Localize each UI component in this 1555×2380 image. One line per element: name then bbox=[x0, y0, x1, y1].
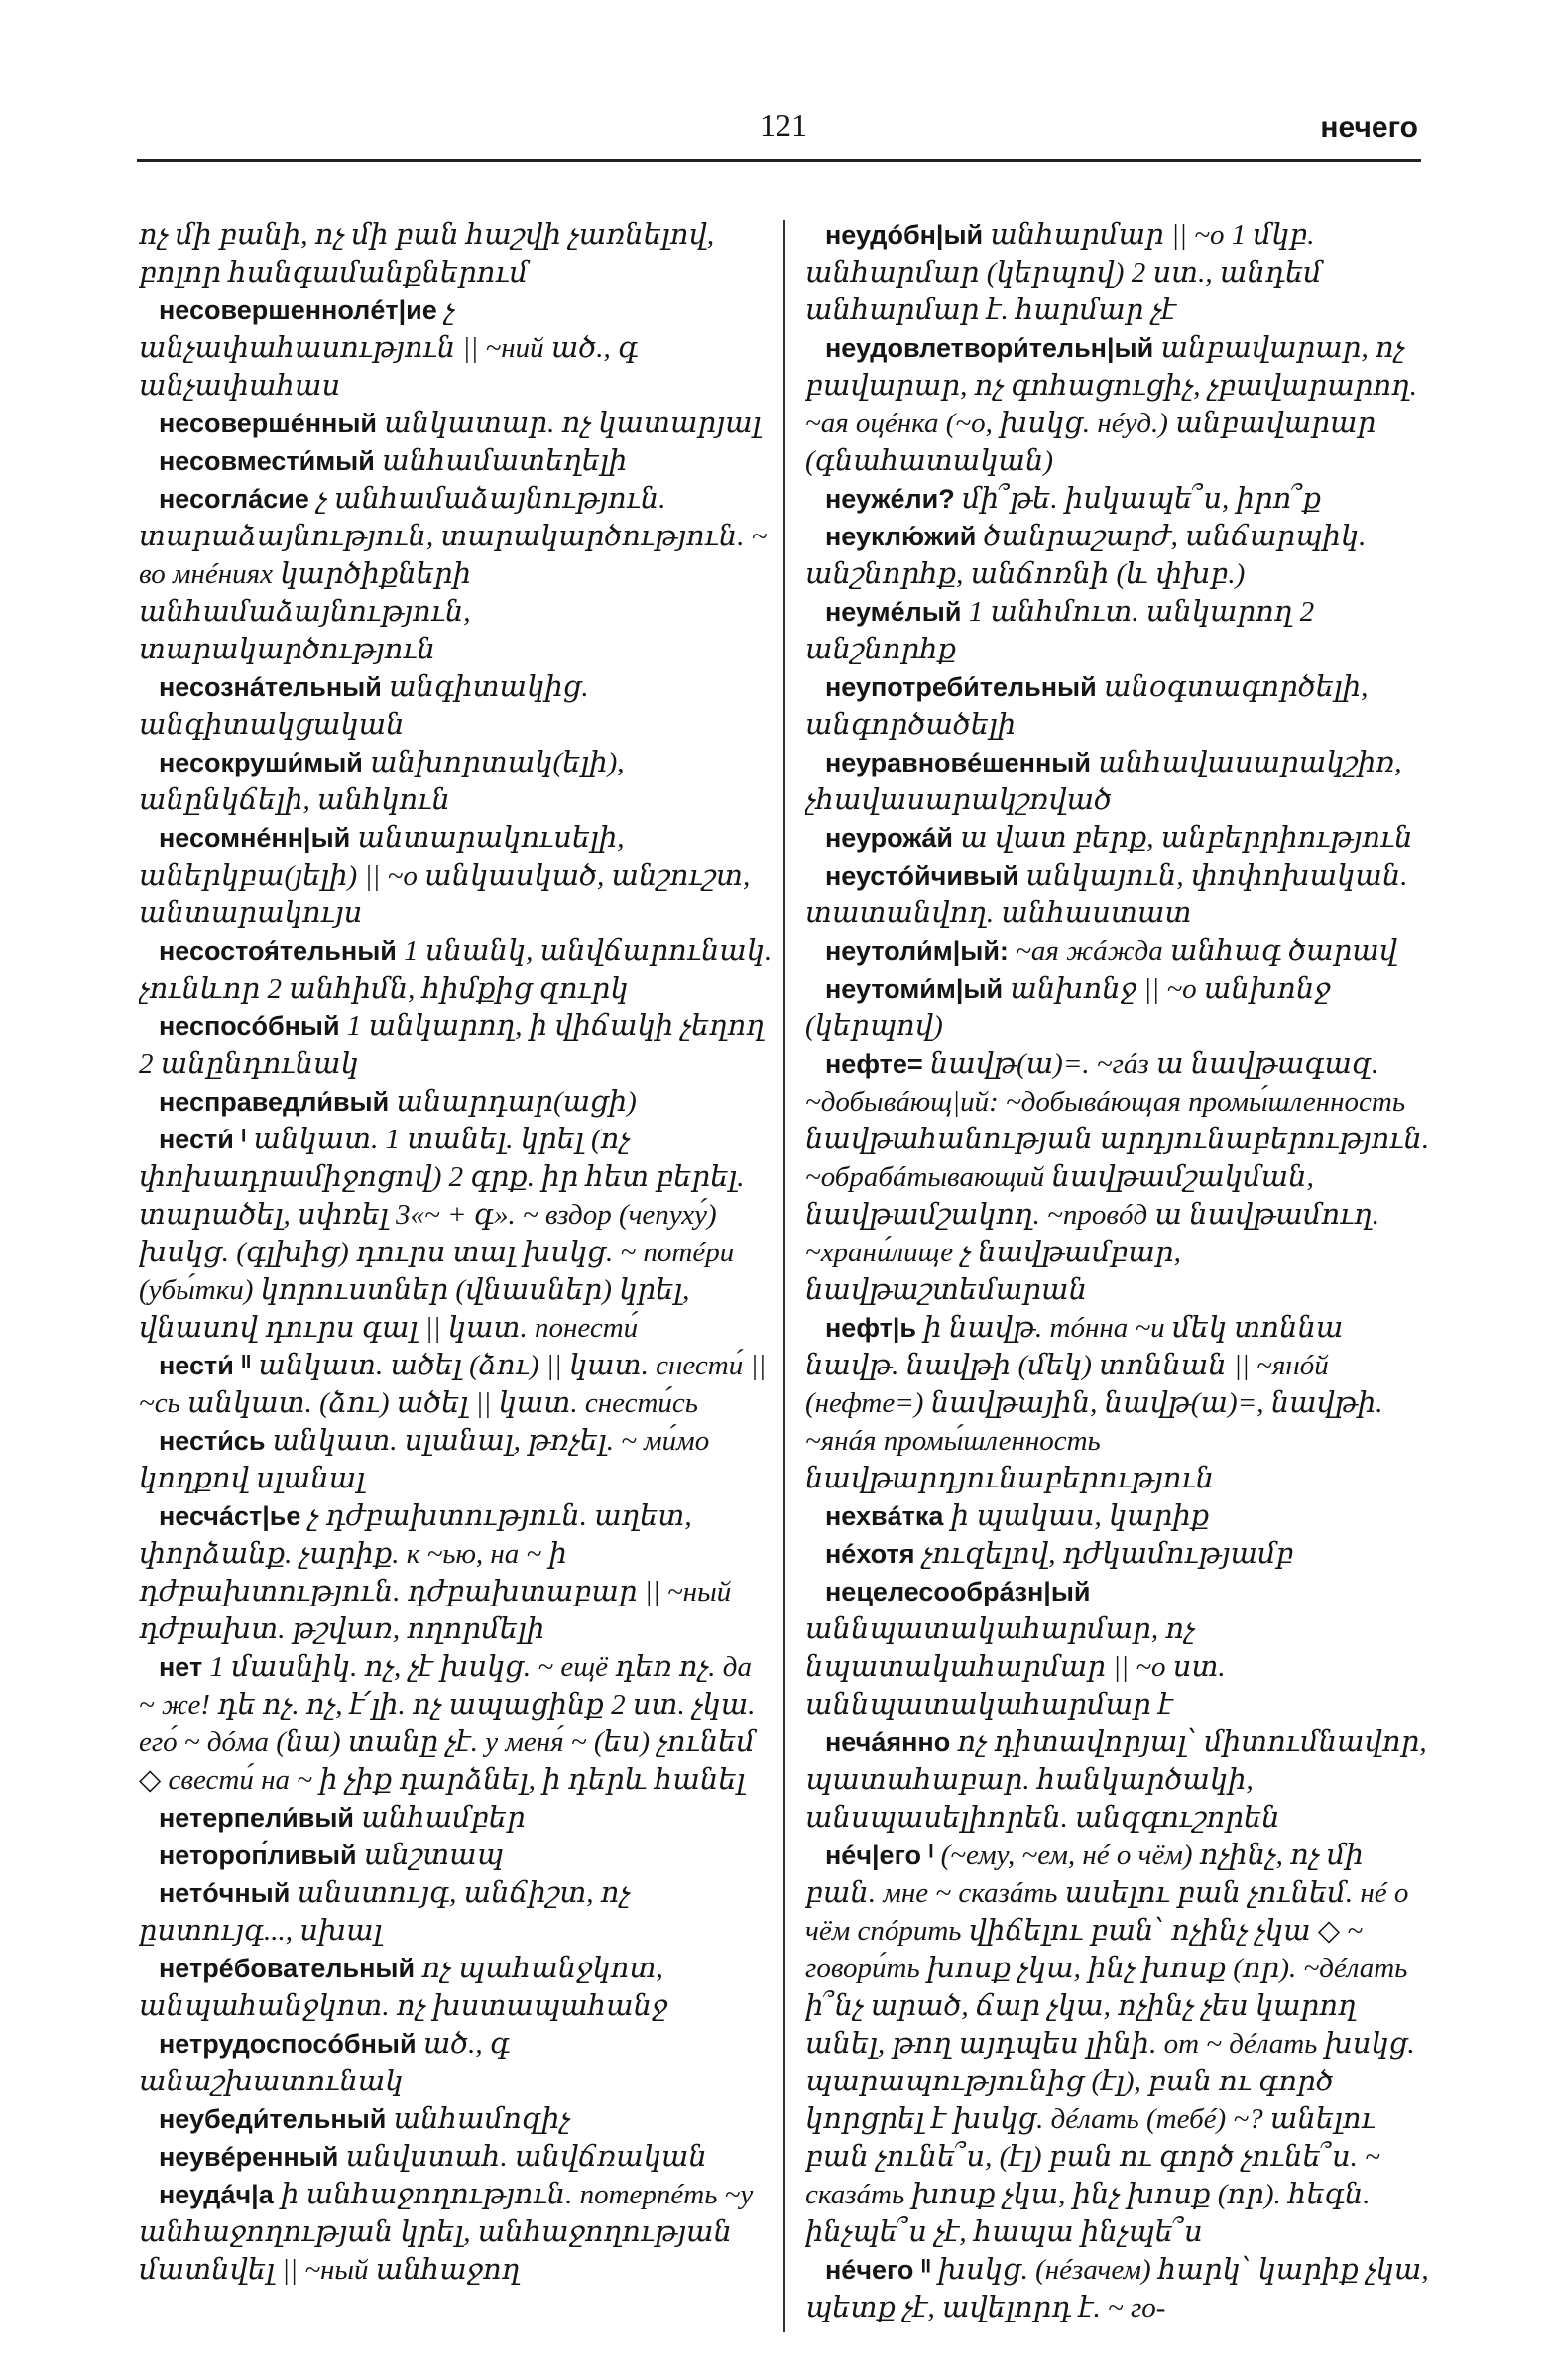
entry-headword: неудóбн|ый bbox=[825, 220, 984, 250]
entry-headword: нет bbox=[159, 1652, 203, 1682]
dictionary-entry bbox=[805, 668, 1440, 744]
entry-definition: անբավարար, ոչ բավարար, ոչ գոհացուցիչ, չբավարարող. ~ая оцéнка (~о, խսկց. нéуд.) անբավարար (գնահատական) bbox=[805, 332, 1417, 477]
dictionary-entry bbox=[805, 480, 1440, 518]
entry-definition: 1 անկարող, ի վիճակի չեղող 2 անընդունակ bbox=[139, 1011, 765, 1080]
dictionary-entry bbox=[139, 442, 774, 480]
dictionary-entry bbox=[139, 2100, 774, 2138]
dictionary-entry bbox=[139, 1648, 774, 1799]
entry-definition: ոչ մի բանի, ոչ մի բան հաշվի չառնելով, բոլոր հանգամանքներում bbox=[139, 219, 715, 289]
entry-definition: 1 սնանկ, անվճարունակ. չունևոր 2 անհիմն, հիմքից զուրկ bbox=[139, 935, 773, 1005]
entry-definition: անտարակուսելի, աներկբա(յելի) || ~о անկասկած, անշուշտ, անտարակույս bbox=[139, 822, 751, 929]
page-number: 121 bbox=[760, 107, 807, 143]
dictionary-entry bbox=[805, 857, 1440, 932]
header-rule bbox=[137, 159, 1421, 162]
dictionary-entry bbox=[805, 1497, 1440, 1535]
entry-headword: неутоли́м|ый: bbox=[825, 936, 1009, 966]
entry-definition: ի անհաջողություն. потерпéть ~у անհաջողության կրել, անհաջողության մատնվել || ~ный անհաջող bbox=[139, 2179, 754, 2286]
dictionary-entry bbox=[805, 1724, 1440, 1837]
entry-headword: неудовлетвори́тельн|ый bbox=[825, 333, 1154, 363]
entry-headword: неумéлый bbox=[825, 597, 962, 627]
right-column bbox=[805, 216, 1440, 2358]
entry-headword: нести́ ᴵ bbox=[159, 1125, 247, 1154]
entry-headword: неуклю́жий bbox=[825, 522, 977, 551]
running-head: нечего bbox=[1320, 111, 1418, 144]
entry-headword: несправедли́вый bbox=[159, 1087, 390, 1117]
entry-definition: 1 անհմուտ. անկարող 2 անշնորհք bbox=[805, 596, 1315, 665]
dictionary-entry bbox=[139, 1799, 774, 1837]
entry-definition: չուզելով, դժկամությամբ bbox=[921, 1538, 1294, 1570]
entry-headword: нести́ ᴵᴵ bbox=[159, 1351, 252, 1380]
dictionary-entry bbox=[139, 1121, 774, 1347]
dictionary-entry bbox=[805, 744, 1440, 819]
entry-definition: անստույգ, անճիշտ, ոչ ըստույգ..., սխալ bbox=[139, 1877, 631, 1947]
entry-definition: անկատ. ածել (ձու) || կատ. снести́ || ~сь անկատ. (ձու) ածել || կատ. снести́сь bbox=[139, 1350, 767, 1419]
entry-headword: нéч|его ᴵ bbox=[825, 1841, 934, 1870]
dictionary-entry bbox=[139, 405, 774, 442]
entry-definition: անարդար(ացի) bbox=[396, 1086, 637, 1118]
dictionary-entry bbox=[139, 2138, 774, 2176]
entry-headword: несовершéнный bbox=[159, 409, 378, 438]
entry-definition: աննպատակահարմար, ոչ նպատակահարմար || ~о ստ. աննպատակահարմար է bbox=[805, 1613, 1226, 1721]
entry-headword: неуравновéшенный bbox=[825, 748, 1091, 777]
entry-headword: неустóйчивый bbox=[825, 861, 1019, 891]
entry-headword: нетерпели́вый bbox=[159, 1803, 355, 1833]
entry-definition: ի պակաս, կարիք bbox=[950, 1500, 1210, 1532]
entry-headword: неубеди́тельный bbox=[159, 2104, 387, 2134]
entry-definition: խսկց. (нéзачем) հարկ՝ կարիք չկա, պետք չէ, ավելորդ է. ~ го- bbox=[805, 2254, 1429, 2323]
entry-headword: несознáтельный bbox=[159, 672, 382, 702]
dictionary-entry bbox=[139, 1497, 774, 1648]
entry-headword: нетрудоспосóбный bbox=[159, 2029, 417, 2059]
entry-definition: չ անհամաձայնություն. տարաձայնություն, տարակարծություն. ~ во мнéниях կարծիքների անհամաձայնություն, տարակարծություն bbox=[139, 483, 768, 665]
entry-headword: неутоми́м|ый bbox=[825, 974, 1004, 1004]
entry-definition: 1 մասնիկ. ոչ, չէ խսկց. ~ ещё դեռ ոչ. да ~ же! դե ոչ. ոչ, է՛լի. ոչ ապացինք 2 ստ. չկա. его́ ~ дóма (նա) տանը չէ. у меня́ ~ (ես) չունեմ ◇ свести́ на ~ ի չիք դարձնել, ի դերև հանել bbox=[139, 1651, 756, 1796]
entry-definition: անհամատեղելի bbox=[382, 445, 628, 477]
entry-definition: անխորտակ(ելի), անընկճելի, անհկուն bbox=[139, 747, 625, 816]
dictionary-entry bbox=[139, 1347, 774, 1422]
entry-definition: անկայուն, փոփոխական. տատանվող. անհաստատ bbox=[805, 860, 1408, 929]
entry-headword: несовершеннолéт|ие bbox=[159, 296, 437, 325]
entry-definition: անհամոզիչ bbox=[393, 2103, 570, 2135]
entry-definition: ծանրաշարժ, անճարպիկ. անշնորհք, անճոռնի (և փխբ.) bbox=[805, 521, 1367, 590]
entry-definition: անգիտակից. անգիտակցական bbox=[139, 671, 589, 741]
entry-definition: անշտապ bbox=[363, 1840, 504, 1871]
dictionary-entry bbox=[805, 2251, 1440, 2326]
dictionary-entry bbox=[139, 2176, 774, 2289]
entry-definition: ի նավթ. тóнна ~и մեկ տոննա նավթ. նավթի (մեկ) տոննան || ~янóй (нефте=) նավթային, նավթ(ա)=, նավթի. ~янáя промы́шленность նավթարդյունաբերություն bbox=[805, 1312, 1383, 1494]
entry-headword: нéчего ᴵᴵ bbox=[825, 2255, 931, 2285]
dictionary-entry bbox=[805, 593, 1440, 668]
entry-headword: нефт|ь bbox=[825, 1313, 916, 1343]
dictionary-entry bbox=[805, 518, 1440, 593]
entry-headword: нефте= bbox=[825, 1049, 923, 1079]
dictionary-entry bbox=[805, 970, 1440, 1045]
entry-definition: ա վատ բերք, անբերրիություն bbox=[960, 822, 1413, 854]
entry-definition: չ դժբախտություն. աղետ, փորձանք. չարիք. к ~ью, на ~ ի դժբախտություն. դժբախտաբար || ~ный դժբախտ. թշվառ, ողորմելի bbox=[139, 1500, 732, 1645]
entry-headword: нечáянно bbox=[825, 1727, 951, 1757]
entry-headword: нецелесообрáзн|ый bbox=[825, 1577, 1091, 1606]
entry-definition: նավթ(ա)=. ~гáз ա նավթագազ. ~добывáющ|ий: ~добывáющая промы́шленность նավթահանության արդյունաբերություն. ~обрабáтывающий նավթամշակման, նավթամշակող. ~провóд ա նավթամուղ. ~храни́лище չ նավթամբար, նավթաշտեմարան bbox=[805, 1048, 1430, 1306]
left-column bbox=[139, 216, 774, 2358]
dictionary-entry bbox=[139, 1950, 774, 2025]
dictionary-entry bbox=[805, 329, 1440, 480]
dictionary-entry bbox=[805, 932, 1440, 970]
entry-definition: ոչ դիտավորյալ՝ միտումնավոր, պատահաբար. հանկարծակի, անսպասելիորեն. անզգուշորեն bbox=[805, 1726, 1427, 1834]
dictionary-entry bbox=[139, 1083, 774, 1121]
dictionary-entry bbox=[139, 1008, 774, 1083]
dictionary-entry bbox=[805, 1045, 1440, 1309]
entry-definition: ~ая жáжда անհագ ծարավ bbox=[1016, 935, 1398, 967]
entry-headword: нетороп́ливый bbox=[159, 1841, 357, 1870]
dictionary-entry bbox=[139, 1874, 774, 1950]
entry-definition: անհավասարակշիռ, չհավասարակշռված bbox=[805, 747, 1402, 816]
dictionary-entry bbox=[139, 1837, 774, 1874]
dictionary-entry bbox=[139, 292, 774, 405]
entry-headword: нести́сь bbox=[159, 1426, 266, 1456]
entry-headword: несомнéнн|ый bbox=[159, 823, 351, 853]
entry-headword: нетрéбовательный bbox=[159, 1954, 416, 1983]
entry-definition: ոչ պահանջկոտ, անպահանջկոտ. ոչ խստապահանջ bbox=[139, 1953, 668, 2022]
entry-headword: несоглáсие bbox=[159, 484, 309, 514]
entry-headword: несчáст|ье bbox=[159, 1501, 301, 1531]
entry-definition: չ անչափահասություն || ~ний ած., գ անչափահաս bbox=[139, 295, 639, 402]
dictionary-entry bbox=[139, 668, 774, 744]
dictionary-entry bbox=[805, 819, 1440, 857]
entry-headword: неспосóбный bbox=[159, 1012, 340, 1041]
column-divider bbox=[783, 220, 785, 2332]
entry-headword: нехвáтка bbox=[825, 1501, 944, 1531]
dictionary-entry bbox=[805, 1837, 1440, 2251]
entry-headword: неупотреби́тельный bbox=[825, 672, 1097, 702]
dictionary-entry bbox=[139, 480, 774, 668]
entry-headword: нéхотя bbox=[825, 1539, 915, 1569]
entry-definition: անկատ. սլանալ, թռչել. ~ ми́мо կողքով սլանալ bbox=[139, 1425, 710, 1494]
entry-headword: несокруши́мый bbox=[159, 748, 363, 777]
dictionary-entry bbox=[805, 1535, 1440, 1573]
dictionary-entry bbox=[139, 216, 774, 292]
entry-definition: մի՞թե. իսկապե՞ս, իրո՞ք bbox=[961, 483, 1322, 515]
entry-definition: (~ему, ~ем, нé о чём) ոչինչ, ոչ մի բան. мне ~ сказáть ասելու բան չունեմ. нé о чём спóрить վիճելու բան՝ ոչինչ չկա ◇ ~ говори́ть խոսք չկա, ինչ խոսք (որ). ~дéлать ի՞նչ արած, ճար չկա, ոչինչ չես կարող անել, թող այդպես լինի. от ~ дéлать խսկց. պարապությունից (էլ), բան ու գործ կորցրել է խսկց. дéлать (тебé) ~? անելու բան չունե՞ս, (էլ) բան ու գործ չունե՞ս. ~ сказáть խոսք չկա, ինչ խոսք (որ). հեգն. ինչպե՞ս չէ, հապա ինչպե՞ս bbox=[805, 1840, 1415, 2248]
dictionary-entry bbox=[805, 216, 1440, 329]
entry-definition: անխոնջ || ~о անխոնջ (կերպով) bbox=[805, 973, 1331, 1042]
entry-headword: неувéренный bbox=[159, 2142, 339, 2172]
entry-definition: անվստահ. անվճռական bbox=[345, 2141, 707, 2173]
dictionary-entry bbox=[805, 1573, 1440, 1724]
dictionary-entry bbox=[139, 932, 774, 1008]
entry-headword: неудáч|а bbox=[159, 2180, 274, 2209]
entry-definition: անկատ. 1 տանել. կրել (ոչ փոխադրամիջոցով) 2 գրք. իր հետ բերել. տարածել, սփռել 3«~ + գ». ~ вздор (чепуху́) խսկց. (գլխից) դուրս տալ խսկց. ~ потéри (убы́тки) կորուստներ (վնասներ) կրել, վնասով դուրս գալ || կատ. понести́ bbox=[139, 1124, 745, 1344]
entry-headword: несовмести́мый bbox=[159, 446, 375, 476]
entry-headword: несостоя́тельный bbox=[159, 936, 397, 966]
entry-definition: անհարմար || ~о 1 մկբ. անհարմար (կերպով) 2 ստ., անդեմ անհարմար է. հարմար չէ bbox=[805, 219, 1322, 326]
dictionary-entry bbox=[139, 1422, 774, 1497]
dictionary-entry bbox=[139, 744, 774, 819]
entry-definition: անօգտագործելի, անգործածելի bbox=[805, 671, 1369, 741]
dictionary-entry bbox=[139, 2025, 774, 2100]
entry-definition: ած., գ անաշխատունակ bbox=[139, 2028, 511, 2097]
dictionary-entry bbox=[139, 819, 774, 932]
entry-headword: неужéли? bbox=[825, 484, 955, 514]
dictionary-entry bbox=[805, 1309, 1440, 1497]
entry-headword: неурожáй bbox=[825, 823, 954, 853]
entry-definition: անկատար. ոչ կատարյալ bbox=[384, 408, 762, 439]
entry-definition: անհամբեր bbox=[361, 1802, 526, 1834]
entry-headword: нетóчный bbox=[159, 1878, 291, 1908]
